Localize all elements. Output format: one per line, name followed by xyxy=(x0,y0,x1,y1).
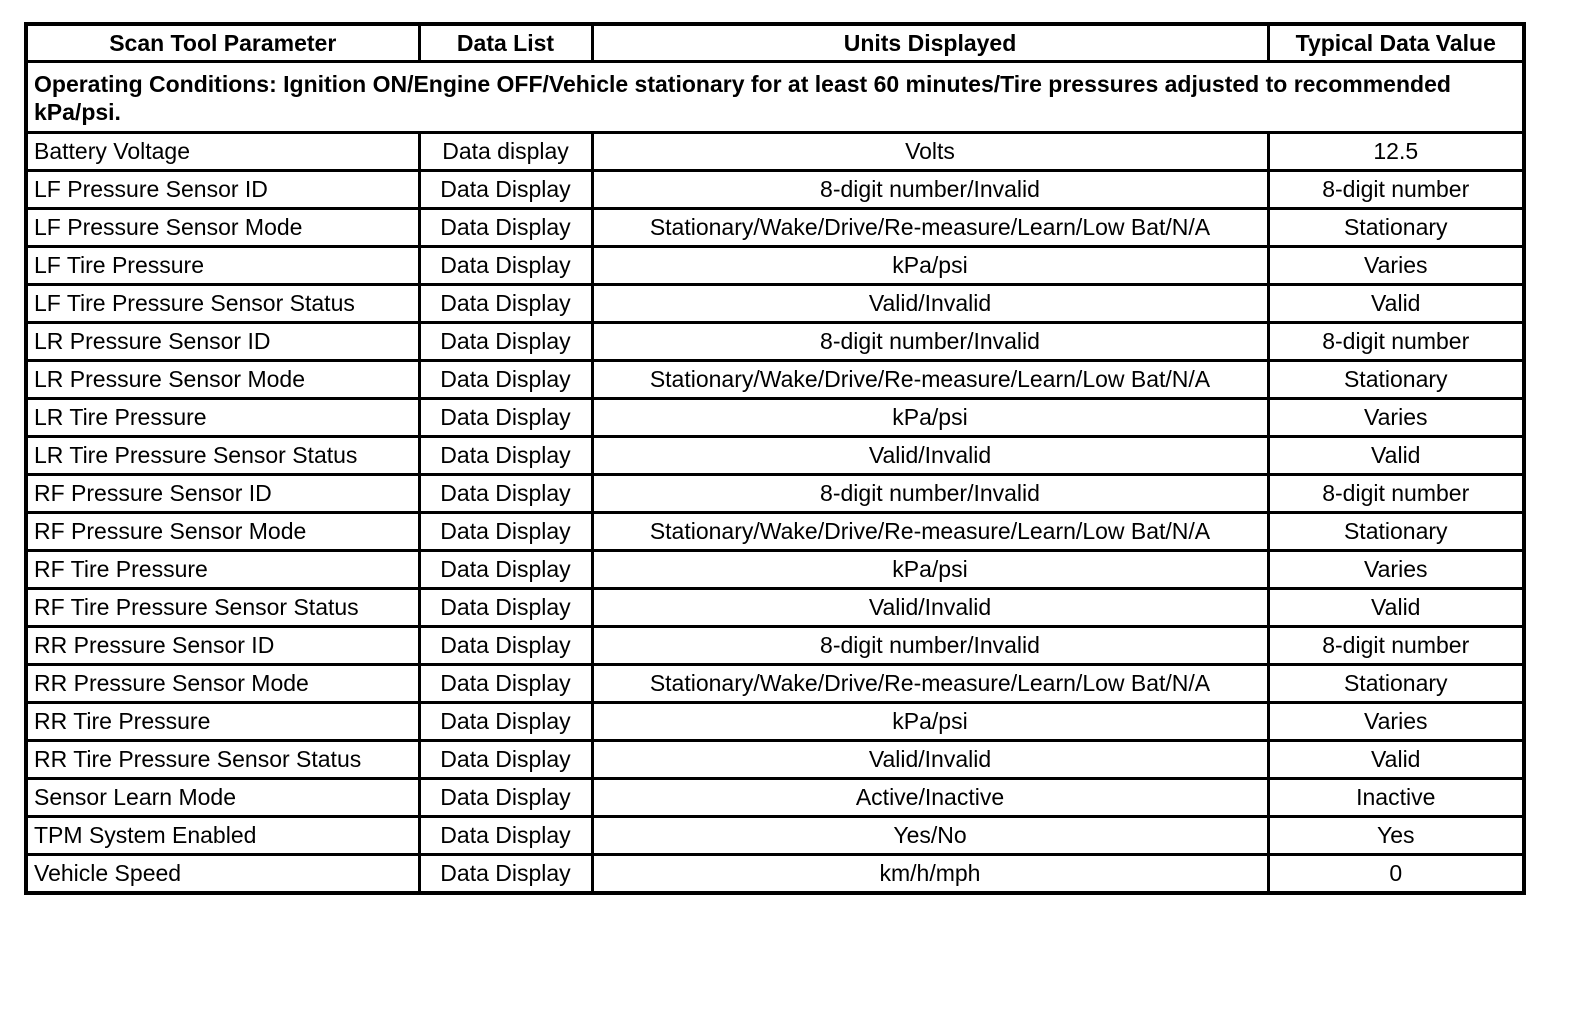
cell-parameter: LR Pressure Sensor Mode xyxy=(26,361,419,399)
table-row xyxy=(26,475,1524,513)
cell-units: Active/Inactive xyxy=(592,779,1268,817)
table-row xyxy=(26,285,1524,323)
cell-data-list: Data Display xyxy=(419,399,592,437)
cell-parameter: RR Tire Pressure Sensor Status xyxy=(26,741,419,779)
cell-units: km/h/mph xyxy=(592,855,1268,894)
operating-conditions: Operating Conditions: Ignition ON/Engine OFF/Vehicle stationary for at least 60 minutes/Tire pressures adjusted to recommended kPa/psi. xyxy=(26,62,1524,133)
cell-data-list: Data Display xyxy=(419,627,592,665)
cell-typical-value: Valid xyxy=(1268,285,1524,323)
cell-parameter: TPM System Enabled xyxy=(26,817,419,855)
cell-typical-value: Stationary xyxy=(1268,513,1524,551)
cell-units: Valid/Invalid xyxy=(592,741,1268,779)
table-row xyxy=(26,551,1524,589)
cell-data-list: Data Display xyxy=(419,741,592,779)
table-row xyxy=(26,627,1524,665)
cell-parameter: LF Pressure Sensor Mode xyxy=(26,209,419,247)
scan-tool-data-table xyxy=(24,22,1526,895)
table-row xyxy=(26,741,1524,779)
cell-typical-value: Varies xyxy=(1268,551,1524,589)
cell-parameter: RF Tire Pressure Sensor Status xyxy=(26,589,419,627)
table-row xyxy=(26,703,1524,741)
cell-typical-value: 8-digit number xyxy=(1268,171,1524,209)
cell-units: 8-digit number/Invalid xyxy=(592,475,1268,513)
table-row xyxy=(26,513,1524,551)
cell-typical-value: 0 xyxy=(1268,855,1524,894)
cell-units: 8-digit number/Invalid xyxy=(592,627,1268,665)
operating-conditions-row xyxy=(26,62,1524,133)
cell-typical-value: 8-digit number xyxy=(1268,475,1524,513)
cell-parameter: LR Tire Pressure xyxy=(26,399,419,437)
cell-typical-value: Stationary xyxy=(1268,209,1524,247)
cell-typical-value: Valid xyxy=(1268,589,1524,627)
header-typical-data-value: Typical Data Value xyxy=(1268,24,1524,62)
cell-units: Stationary/Wake/Drive/Re-measure/Learn/Low Bat/N/A xyxy=(592,513,1268,551)
table-row xyxy=(26,665,1524,703)
cell-parameter: Battery Voltage xyxy=(26,133,419,171)
table-row xyxy=(26,209,1524,247)
cell-typical-value: Yes xyxy=(1268,817,1524,855)
cell-units: Yes/No xyxy=(592,817,1268,855)
cell-typical-value: 12.5 xyxy=(1268,133,1524,171)
cell-units: Valid/Invalid xyxy=(592,589,1268,627)
cell-parameter: RF Tire Pressure xyxy=(26,551,419,589)
header-units-displayed: Units Displayed xyxy=(592,24,1268,62)
cell-data-list: Data Display xyxy=(419,817,592,855)
cell-data-list: Data Display xyxy=(419,513,592,551)
table-row xyxy=(26,855,1524,894)
table-row xyxy=(26,323,1524,361)
cell-data-list: Data Display xyxy=(419,665,592,703)
cell-parameter: LF Tire Pressure xyxy=(26,247,419,285)
cell-parameter: RF Pressure Sensor Mode xyxy=(26,513,419,551)
cell-units: Valid/Invalid xyxy=(592,437,1268,475)
cell-data-list: Data Display xyxy=(419,323,592,361)
cell-data-list: Data Display xyxy=(419,589,592,627)
cell-typical-value: Stationary xyxy=(1268,361,1524,399)
table-row xyxy=(26,817,1524,855)
cell-parameter: Vehicle Speed xyxy=(26,855,419,894)
cell-data-list: Data Display xyxy=(419,285,592,323)
cell-parameter: RR Tire Pressure xyxy=(26,703,419,741)
table-row xyxy=(26,247,1524,285)
header-row xyxy=(26,24,1524,62)
table-row xyxy=(26,437,1524,475)
cell-data-list: Data Display xyxy=(419,209,592,247)
cell-parameter: LF Tire Pressure Sensor Status xyxy=(26,285,419,323)
header-data-list: Data List xyxy=(419,24,592,62)
cell-units: Volts xyxy=(592,133,1268,171)
header-scan-tool-parameter: Scan Tool Parameter xyxy=(26,24,419,62)
cell-parameter: RR Pressure Sensor Mode xyxy=(26,665,419,703)
cell-units: Stationary/Wake/Drive/Re-measure/Learn/Low Bat/N/A xyxy=(592,361,1268,399)
cell-data-list: Data Display xyxy=(419,551,592,589)
table-row xyxy=(26,399,1524,437)
cell-units: Stationary/Wake/Drive/Re-measure/Learn/Low Bat/N/A xyxy=(592,209,1268,247)
cell-data-list: Data Display xyxy=(419,855,592,894)
cell-typical-value: Varies xyxy=(1268,247,1524,285)
cell-parameter: RF Pressure Sensor ID xyxy=(26,475,419,513)
cell-units: Stationary/Wake/Drive/Re-measure/Learn/Low Bat/N/A xyxy=(592,665,1268,703)
cell-data-list: Data Display xyxy=(419,779,592,817)
cell-units: kPa/psi xyxy=(592,703,1268,741)
table-row xyxy=(26,589,1524,627)
cell-units: 8-digit number/Invalid xyxy=(592,323,1268,361)
cell-data-list: Data Display xyxy=(419,437,592,475)
table-row xyxy=(26,361,1524,399)
cell-parameter: RR Pressure Sensor ID xyxy=(26,627,419,665)
table-row xyxy=(26,779,1524,817)
cell-units: kPa/psi xyxy=(592,399,1268,437)
cell-units: 8-digit number/Invalid xyxy=(592,171,1268,209)
cell-typical-value: Varies xyxy=(1268,703,1524,741)
cell-typical-value: 8-digit number xyxy=(1268,323,1524,361)
cell-data-list: Data Display xyxy=(419,475,592,513)
cell-typical-value: Inactive xyxy=(1268,779,1524,817)
cell-parameter: LR Tire Pressure Sensor Status xyxy=(26,437,419,475)
cell-data-list: Data Display xyxy=(419,703,592,741)
table-body xyxy=(26,62,1524,894)
cell-typical-value: Stationary xyxy=(1268,665,1524,703)
table-row xyxy=(26,171,1524,209)
cell-data-list: Data Display xyxy=(419,361,592,399)
cell-units: Valid/Invalid xyxy=(592,285,1268,323)
table-row xyxy=(26,133,1524,171)
cell-data-list: Data Display xyxy=(419,247,592,285)
cell-units: kPa/psi xyxy=(592,551,1268,589)
cell-typical-value: Varies xyxy=(1268,399,1524,437)
cell-parameter: LF Pressure Sensor ID xyxy=(26,171,419,209)
cell-typical-value: 8-digit number xyxy=(1268,627,1524,665)
cell-data-list: Data Display xyxy=(419,171,592,209)
cell-units: kPa/psi xyxy=(592,247,1268,285)
cell-data-list: Data display xyxy=(419,133,592,171)
cell-typical-value: Valid xyxy=(1268,437,1524,475)
cell-parameter: Sensor Learn Mode xyxy=(26,779,419,817)
cell-parameter: LR Pressure Sensor ID xyxy=(26,323,419,361)
cell-typical-value: Valid xyxy=(1268,741,1524,779)
